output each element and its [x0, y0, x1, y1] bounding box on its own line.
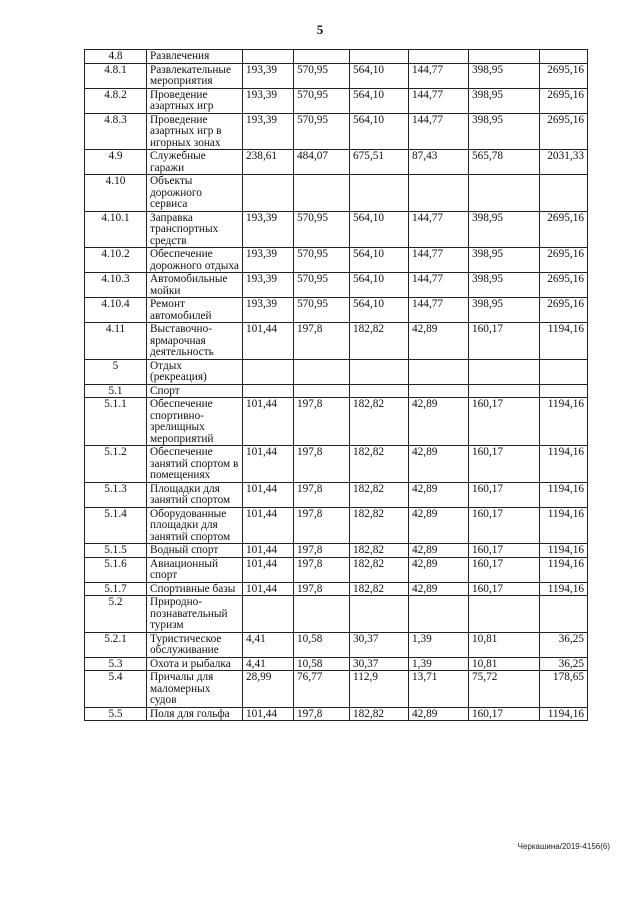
row-name: Природно-познавательный туризм	[147, 596, 243, 633]
value-col-3: 564,10	[350, 88, 409, 113]
value-col-5: 160,17	[469, 482, 540, 507]
row-name: Служебные гаражи	[147, 150, 243, 175]
row-name: Развлечения	[147, 50, 243, 64]
table-row	[85, 359, 588, 384]
value-col-6: 36,25	[540, 632, 588, 657]
value-col-6	[540, 596, 588, 633]
value-col-4: 144,77	[409, 273, 469, 298]
value-col-2: 197,8	[294, 482, 350, 507]
value-col-1: 101,44	[243, 398, 294, 446]
value-col-3: 30,37	[350, 632, 409, 657]
value-col-2: 570,95	[294, 88, 350, 113]
row-code: 4.8.1	[85, 63, 147, 88]
table-row	[85, 632, 588, 657]
value-col-4: 42,89	[409, 482, 469, 507]
row-code: 4.8	[85, 50, 147, 64]
value-col-1: 193,39	[243, 88, 294, 113]
row-name: Ремонт автомобилей	[147, 298, 243, 323]
table-row	[85, 482, 588, 507]
value-col-4: 1,39	[409, 657, 469, 671]
row-name: Автомобильные мойки	[147, 273, 243, 298]
value-col-4: 1,39	[409, 632, 469, 657]
row-name: Объекты дорожного сервиса	[147, 175, 243, 212]
row-name: Охота и рыбалка	[147, 657, 243, 671]
table-row	[85, 671, 588, 708]
row-code: 5.3	[85, 657, 147, 671]
value-col-1: 101,44	[243, 446, 294, 483]
value-col-3	[350, 359, 409, 384]
table-row	[85, 657, 588, 671]
value-col-3: 564,10	[350, 248, 409, 273]
value-col-1: 193,39	[243, 273, 294, 298]
value-col-2: 570,95	[294, 211, 350, 248]
value-col-2	[294, 384, 350, 398]
value-col-5	[469, 50, 540, 64]
table-row	[85, 50, 588, 64]
row-name: Авиационный спорт	[147, 557, 243, 582]
row-name: Спорт	[147, 384, 243, 398]
value-col-1: 101,44	[243, 582, 294, 596]
value-col-3: 182,82	[350, 544, 409, 558]
value-col-6: 1194,16	[540, 582, 588, 596]
value-col-6: 178,65	[540, 671, 588, 708]
value-col-1: 193,39	[243, 248, 294, 273]
value-col-2: 197,8	[294, 582, 350, 596]
value-col-6: 1194,16	[540, 398, 588, 446]
value-col-1	[243, 384, 294, 398]
row-name: Выставочно-ярмарочная деятельность	[147, 323, 243, 360]
value-col-6: 2695,16	[540, 248, 588, 273]
value-col-4: 144,77	[409, 211, 469, 248]
value-col-4: 42,89	[409, 557, 469, 582]
value-col-4	[409, 596, 469, 633]
value-col-5: 160,17	[469, 507, 540, 544]
row-name: Оборудованные площадки для занятий спортом	[147, 507, 243, 544]
value-col-6: 2695,16	[540, 113, 588, 150]
value-col-2: 197,8	[294, 446, 350, 483]
value-col-5	[469, 359, 540, 384]
value-col-1	[243, 359, 294, 384]
value-col-6: 1194,16	[540, 544, 588, 558]
value-col-5	[469, 175, 540, 212]
table-row	[85, 544, 588, 558]
value-col-1: 101,44	[243, 544, 294, 558]
value-col-4: 42,89	[409, 323, 469, 360]
value-col-5: 75,72	[469, 671, 540, 708]
row-code: 5.1.1	[85, 398, 147, 446]
table-row	[85, 175, 588, 212]
row-code: 5.1.3	[85, 482, 147, 507]
table-row	[85, 150, 588, 175]
value-col-4: 144,77	[409, 298, 469, 323]
value-col-2	[294, 359, 350, 384]
value-col-1: 193,39	[243, 298, 294, 323]
table-row	[85, 211, 588, 248]
value-col-5: 160,17	[469, 446, 540, 483]
value-col-2	[294, 50, 350, 64]
value-col-6: 2031,33	[540, 150, 588, 175]
row-name: Обеспечение дорожного отдыха	[147, 248, 243, 273]
value-col-3	[350, 384, 409, 398]
value-col-5: 10,81	[469, 632, 540, 657]
row-code: 4.10.4	[85, 298, 147, 323]
value-col-5: 398,95	[469, 273, 540, 298]
table-row	[85, 707, 588, 721]
table-row	[85, 298, 588, 323]
value-col-4: 42,89	[409, 446, 469, 483]
row-name: Обеспечение занятий спортом в помещениях	[147, 446, 243, 483]
value-col-1: 101,44	[243, 323, 294, 360]
value-col-4	[409, 384, 469, 398]
table-row	[85, 384, 588, 398]
table-row	[85, 446, 588, 483]
value-col-1: 193,39	[243, 113, 294, 150]
value-col-2	[294, 596, 350, 633]
value-col-4	[409, 175, 469, 212]
table-row	[85, 248, 588, 273]
value-col-2: 197,8	[294, 507, 350, 544]
value-col-2: 570,95	[294, 273, 350, 298]
value-col-2: 10,58	[294, 632, 350, 657]
value-col-6: 2695,16	[540, 63, 588, 88]
value-col-1: 193,39	[243, 211, 294, 248]
row-code: 5.1.4	[85, 507, 147, 544]
row-name: Развлекательные мероприятия	[147, 63, 243, 88]
value-col-5: 160,17	[469, 582, 540, 596]
value-col-5: 398,95	[469, 113, 540, 150]
value-col-4: 144,77	[409, 63, 469, 88]
row-name: Причалы для маломерных судов	[147, 671, 243, 708]
value-col-2: 197,8	[294, 323, 350, 360]
row-code: 4.8.3	[85, 113, 147, 150]
value-col-6	[540, 50, 588, 64]
value-col-4: 144,77	[409, 113, 469, 150]
value-col-3: 182,82	[350, 482, 409, 507]
value-col-1: 101,44	[243, 482, 294, 507]
value-col-6	[540, 175, 588, 212]
value-col-5: 398,95	[469, 88, 540, 113]
value-col-5: 160,17	[469, 707, 540, 721]
row-code: 4.10	[85, 175, 147, 212]
row-code: 5.5	[85, 707, 147, 721]
row-code: 4.11	[85, 323, 147, 360]
value-col-2	[294, 175, 350, 212]
row-code: 5.1.5	[85, 544, 147, 558]
value-col-1: 238,61	[243, 150, 294, 175]
value-col-5: 160,17	[469, 544, 540, 558]
table-row	[85, 323, 588, 360]
value-col-3: 564,10	[350, 63, 409, 88]
value-col-1	[243, 596, 294, 633]
table-row	[85, 63, 588, 88]
table-row	[85, 398, 588, 446]
value-col-1: 101,44	[243, 707, 294, 721]
value-col-1: 4,41	[243, 632, 294, 657]
value-col-2: 570,95	[294, 298, 350, 323]
row-name: Проведение азартных игр	[147, 88, 243, 113]
row-name: Туристическое обслуживание	[147, 632, 243, 657]
value-col-6: 2695,16	[540, 211, 588, 248]
value-col-5: 398,95	[469, 298, 540, 323]
table-row	[85, 507, 588, 544]
value-col-3: 182,82	[350, 323, 409, 360]
value-col-4: 144,77	[409, 88, 469, 113]
value-col-2: 197,8	[294, 398, 350, 446]
value-col-5: 398,95	[469, 63, 540, 88]
value-col-6: 1194,16	[540, 323, 588, 360]
row-name: Спортивные базы	[147, 582, 243, 596]
row-code: 5.4	[85, 671, 147, 708]
row-name: Водный спорт	[147, 544, 243, 558]
value-col-5: 398,95	[469, 248, 540, 273]
row-code: 5	[85, 359, 147, 384]
value-col-2: 76,77	[294, 671, 350, 708]
value-col-6: 2695,16	[540, 298, 588, 323]
value-col-1: 28,99	[243, 671, 294, 708]
value-col-4	[409, 50, 469, 64]
value-col-4: 42,89	[409, 582, 469, 596]
value-col-6: 36,25	[540, 657, 588, 671]
row-code: 5.1.6	[85, 557, 147, 582]
value-col-5: 10,81	[469, 657, 540, 671]
value-col-4: 42,89	[409, 707, 469, 721]
value-col-5: 160,17	[469, 323, 540, 360]
value-col-1: 101,44	[243, 557, 294, 582]
value-col-1	[243, 175, 294, 212]
value-col-6	[540, 384, 588, 398]
value-col-5	[469, 384, 540, 398]
value-col-1: 101,44	[243, 507, 294, 544]
row-code: 4.10.1	[85, 211, 147, 248]
value-col-3	[350, 50, 409, 64]
row-name: Поля для гольфа	[147, 707, 243, 721]
row-name: Площадки для занятий спортом	[147, 482, 243, 507]
row-code: 4.10.2	[85, 248, 147, 273]
value-col-2: 197,8	[294, 707, 350, 721]
value-col-5: 160,17	[469, 398, 540, 446]
value-col-6: 1194,16	[540, 482, 588, 507]
value-col-2: 197,8	[294, 557, 350, 582]
row-code: 5.2	[85, 596, 147, 633]
value-col-2: 570,95	[294, 113, 350, 150]
value-col-4: 87,43	[409, 150, 469, 175]
document-reference: Черкашина/2019-4156(6)	[517, 842, 610, 851]
value-col-2: 570,95	[294, 63, 350, 88]
value-col-3: 564,10	[350, 113, 409, 150]
value-col-6	[540, 359, 588, 384]
value-col-2: 197,8	[294, 544, 350, 558]
value-col-3: 182,82	[350, 398, 409, 446]
value-col-1	[243, 50, 294, 64]
table-row	[85, 113, 588, 150]
table-row	[85, 582, 588, 596]
table-row	[85, 557, 588, 582]
value-col-2: 484,07	[294, 150, 350, 175]
value-col-6: 1194,16	[540, 707, 588, 721]
row-code: 4.9	[85, 150, 147, 175]
row-name: Отдых (рекреация)	[147, 359, 243, 384]
value-col-5: 160,17	[469, 557, 540, 582]
row-name: Проведение азартных игр в игорных зонах	[147, 113, 243, 150]
value-col-4: 144,77	[409, 248, 469, 273]
row-name: Заправка транспортных средств	[147, 211, 243, 248]
value-col-5: 565,78	[469, 150, 540, 175]
value-col-3	[350, 596, 409, 633]
row-code: 5.1.7	[85, 582, 147, 596]
value-col-3: 112,9	[350, 671, 409, 708]
value-col-3: 564,10	[350, 298, 409, 323]
rates-table	[84, 49, 588, 721]
value-col-2: 10,58	[294, 657, 350, 671]
value-col-2: 570,95	[294, 248, 350, 273]
value-col-6: 1194,16	[540, 507, 588, 544]
value-col-3: 182,82	[350, 582, 409, 596]
value-col-4: 42,89	[409, 544, 469, 558]
value-col-4: 13,71	[409, 671, 469, 708]
value-col-3: 564,10	[350, 211, 409, 248]
row-code: 5.2.1	[85, 632, 147, 657]
table-row	[85, 273, 588, 298]
row-code: 4.8.2	[85, 88, 147, 113]
table-row	[85, 596, 588, 633]
value-col-4	[409, 359, 469, 384]
value-col-1: 193,39	[243, 63, 294, 88]
value-col-3: 182,82	[350, 446, 409, 483]
page-number: 5	[316, 22, 324, 37]
value-col-6: 2695,16	[540, 88, 588, 113]
value-col-3: 564,10	[350, 273, 409, 298]
value-col-5	[469, 596, 540, 633]
row-code: 5.1.2	[85, 446, 147, 483]
value-col-6: 2695,16	[540, 273, 588, 298]
value-col-3: 182,82	[350, 507, 409, 544]
row-name: Обеспечение спортивно-зрелищных мероприятий	[147, 398, 243, 446]
row-code: 4.10.3	[85, 273, 147, 298]
value-col-5: 398,95	[469, 211, 540, 248]
value-col-4: 42,89	[409, 507, 469, 544]
value-col-4: 42,89	[409, 398, 469, 446]
value-col-6: 1194,16	[540, 557, 588, 582]
value-col-1: 4,41	[243, 657, 294, 671]
row-code: 5.1	[85, 384, 147, 398]
value-col-3: 182,82	[350, 557, 409, 582]
value-col-3: 30,37	[350, 657, 409, 671]
table-row	[85, 88, 588, 113]
value-col-3	[350, 175, 409, 212]
value-col-3: 675,51	[350, 150, 409, 175]
value-col-6: 1194,16	[540, 446, 588, 483]
value-col-3: 182,82	[350, 707, 409, 721]
